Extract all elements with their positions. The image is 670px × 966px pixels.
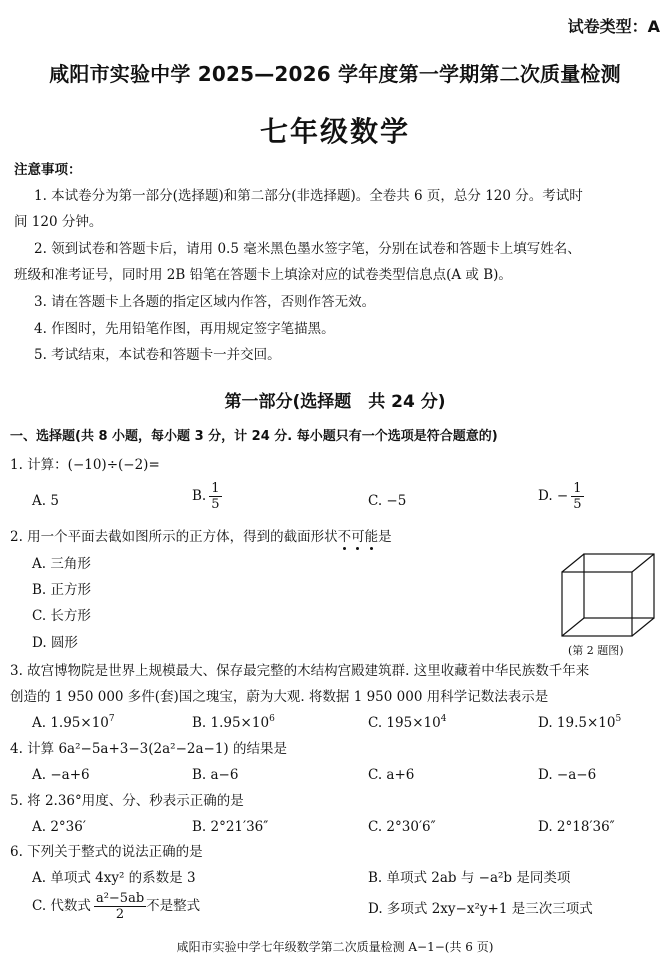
- school-exam-title: 咸阳市实验中学 2025—2026 学年度第一学期第二次质量检测: [49, 62, 621, 86]
- q2-option-c: C. 长方形: [32, 608, 91, 624]
- q6-c-denominator: 2: [115, 907, 125, 922]
- q1-option-b: [192, 481, 222, 512]
- q6-option-a: A. 单项式 4xy² 的系数是 3: [32, 870, 196, 886]
- cube-back-face: [584, 554, 654, 618]
- q6-c-prefix: C. 代数式: [32, 898, 91, 914]
- q1-option-d-prefix: D. −: [538, 488, 569, 504]
- q3-d-text: D. 19.5×10: [538, 715, 616, 731]
- q5-stem: 5. 将 2.36°用度、分、秒表示正确的是: [10, 793, 244, 809]
- q3-b-exponent: 6: [269, 714, 275, 724]
- q2-option-a: A. 三角形: [32, 556, 91, 572]
- q1-option-b-fraction: [209, 481, 221, 512]
- q2-stem-before: 2. 用一个平面去截如图所示的正方体，得到的截面形状: [10, 529, 338, 545]
- q2-emphasis-2: 可: [351, 529, 365, 545]
- q5-option-c: C. 2°30′6″: [368, 819, 436, 835]
- q2-stem-after: 是: [378, 529, 392, 545]
- notice-item-2-cont: 班级和准考证号，同时用 2B 铅笔在答题卡上填涂对应的试卷类型信息点(A 或 B)。: [14, 267, 512, 283]
- q6-option-b: B. 单项式 2ab 与 −a²b 是同类项: [368, 870, 571, 886]
- q2-option-b: B. 正方形: [32, 582, 92, 598]
- q1-option-c: C. −5: [368, 493, 407, 509]
- q6-c-suffix: 不是整式: [146, 898, 201, 914]
- q3-line-2: 创造的 1 950 000 多件(套)国之瑰宝，蔚为大观. 将数据 1 950 000 用科学记数法表示是: [10, 689, 549, 705]
- q2-stem: [10, 528, 392, 546]
- q4-stem: 4. 计算 6a²−5a+3−3(2a²−2a−1) 的结果是: [10, 741, 287, 757]
- q3-c-exponent: 4: [440, 714, 447, 724]
- q3-b-text: B. 1.95×10: [192, 715, 270, 731]
- notice-item-2: 2. 领到试卷和答题卡后，请用 0.5 毫米黑色墨水签字笔，分别在试卷和答题卡上填写姓名、: [34, 241, 581, 257]
- q2-option-d: D. 圆形: [32, 635, 78, 651]
- q1-option-d: [538, 481, 584, 512]
- q3-c-text: C. 195×10: [368, 715, 441, 731]
- q2-emphasis-1: 不: [337, 529, 352, 545]
- subject-title: 七年级数学: [259, 115, 410, 148]
- q3-option-a: [32, 714, 115, 732]
- part1-title: 第一部分(选择题 共 24 分): [224, 392, 446, 412]
- q4-option-d: D. −a−6: [538, 767, 597, 783]
- q2-figure-caption: (第 2 题图): [568, 644, 624, 657]
- notice-item-4: 4. 作图时，先用铅笔作图，再用规定签字笔描黑。: [34, 321, 335, 337]
- q4-option-a: A. −a+6: [32, 767, 90, 783]
- q1-option-d-fraction: [571, 481, 583, 512]
- q6-stem: 6. 下列关于整式的说法正确的是: [10, 844, 203, 860]
- q5-option-d: D. 2°18′36″: [538, 819, 615, 835]
- page-footer: 咸阳市实验中学七年级数学第二次质量检测 A−1−(共 6 页): [176, 940, 494, 954]
- q1-d-numerator: 1: [573, 481, 582, 496]
- q3-line-1: 3. 故宫博物院是世界上规模最大、保存最完整的木结构宫殿建筑群. 这里收藏着中华民族数千年来: [10, 663, 590, 679]
- notice-item-3: 3. 请在答题卡上各题的指定区域内作答，否则作答无效。: [34, 294, 376, 310]
- cube-figure: [556, 548, 660, 644]
- q3-a-exponent: 7: [108, 714, 115, 724]
- notice-heading: 注意事项：: [14, 162, 82, 178]
- q4-option-b: B. a−6: [192, 767, 239, 783]
- q3-option-c: [368, 714, 446, 732]
- notice-item-1-cont: 间 120 分钟。: [14, 214, 103, 230]
- paper-type-label: 试卷类型：A: [567, 17, 660, 36]
- section-intro: 一、选择题(共 8 小题，每小题 3 分，计 24 分. 每小题只有一个选项是符合题意的): [10, 429, 498, 444]
- notice-item-5: 5. 考试结束，本试卷和答题卡一并交回。: [34, 347, 281, 363]
- q3-option-b: [192, 714, 275, 732]
- q3-a-text: A. 1.95×10: [32, 715, 109, 731]
- q4-option-c: C. a+6: [368, 767, 415, 783]
- q2-emphasis-3: 能: [364, 529, 379, 545]
- q3-d-exponent: 5: [615, 714, 622, 724]
- q1-stem: 1. 计算：(−10)÷(−2)=: [10, 457, 160, 473]
- q5-option-b: B. 2°21′36″: [192, 819, 269, 835]
- notice-item-1: 1. 本试卷分为第一部分(选择题)和第二部分(非选择题)。全卷共 6 页，总分 120 分。考试时: [34, 188, 583, 204]
- q1-b-denominator: 5: [211, 497, 220, 512]
- q6-option-c: [32, 891, 200, 922]
- cube-front-face: [562, 572, 632, 636]
- q6-option-d: D. 多项式 2xy−x²y+1 是三次三项式: [368, 901, 593, 917]
- q1-option-b-prefix: B.: [192, 488, 207, 504]
- q3-option-d: [538, 714, 621, 732]
- q6-c-fraction: [94, 891, 146, 922]
- q1-b-numerator: 1: [211, 481, 220, 496]
- q5-option-a: A. 2°36′: [32, 819, 86, 835]
- q1-d-denominator: 5: [573, 497, 582, 512]
- q6-c-numerator: a²−5ab: [95, 891, 145, 906]
- q1-option-a: A. 5: [32, 493, 59, 509]
